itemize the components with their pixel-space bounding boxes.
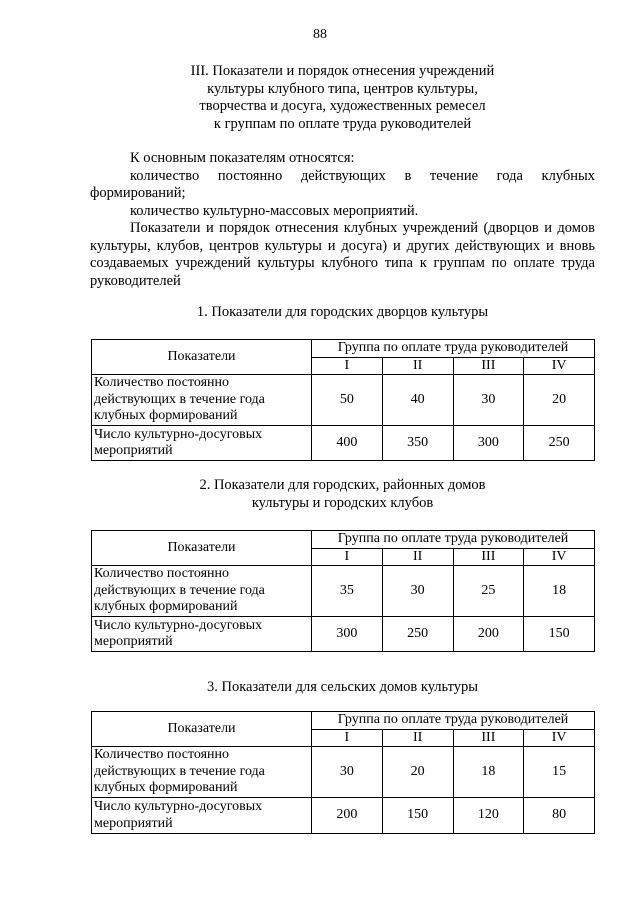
heading-line: III. Показатели и порядок отнесения учреждений <box>190 63 495 79</box>
group-label: II <box>382 357 453 375</box>
table-cell: 40 <box>382 375 453 426</box>
group-label: III <box>453 357 524 375</box>
group-label: IV <box>524 729 595 747</box>
group-label: I <box>312 357 383 375</box>
table-cell: 120 <box>453 798 524 834</box>
group-label: II <box>382 548 453 566</box>
table-cell: 250 <box>382 617 453 652</box>
group-label: IV <box>524 357 595 375</box>
heading-line: к группам по оплате труда руководителей <box>213 115 472 132</box>
table-cell: 200 <box>312 798 383 834</box>
group-label: I <box>312 548 383 566</box>
table-cell: 15 <box>524 747 595 798</box>
table-1 <box>91 339 595 461</box>
group-label: III <box>453 729 524 747</box>
row-label: Число культурно-досуговых мероприятий <box>92 798 312 834</box>
table-3 <box>91 711 595 834</box>
group-label: IV <box>524 548 595 566</box>
table-cell: 80 <box>524 798 595 834</box>
table-cell: 18 <box>524 566 595 617</box>
group-label: II <box>382 729 453 747</box>
group-header: Группа по оплате труда руководителей <box>312 531 595 549</box>
table-cell: 18 <box>453 747 524 798</box>
table-cell: 30 <box>312 747 383 798</box>
table-cell: 20 <box>524 375 595 426</box>
table-cell: 50 <box>312 375 383 426</box>
row-label: Количество постоянно действующих в течение года клубных формирований <box>92 566 312 617</box>
row-label: Число культурно-досуговых мероприятий <box>92 426 312 461</box>
table-title-line: 1. Показатели для городских дворцов культуры <box>196 304 489 320</box>
table-cell: 300 <box>453 426 524 461</box>
table-2 <box>91 530 595 652</box>
table-cell: 300 <box>312 617 383 652</box>
table-cell: 30 <box>382 566 453 617</box>
paragraph: Показатели и порядок отнесения клубных учреждений (дворцов и домов культуры, клубов, центров культуры и досуга) и других действующих и вновь создаваемых учреждений культуры клубного типа к группам по оплате труда руководителей <box>90 220 595 289</box>
row-label: Количество постоянно действующих в течение года клубных формирований <box>92 747 312 798</box>
group-label: III <box>453 548 524 566</box>
paragraph: количество постоянно действующих в течение года клубных формирований; <box>90 167 595 201</box>
table-3-title <box>90 679 595 697</box>
table-cell: 200 <box>453 617 524 652</box>
table-2-title <box>90 477 595 512</box>
row-label: Количество постоянно действующих в течение года клубных формирований <box>92 375 312 426</box>
table-title-line: 2. Показатели для городских, районных домов <box>199 477 486 493</box>
table-cell: 150 <box>382 798 453 834</box>
heading-line: культуры клубного типа, центров культуры, <box>207 80 478 97</box>
table-cell: 35 <box>312 566 383 617</box>
page-number: 88 <box>313 27 327 42</box>
paragraph: количество культурно-массовых мероприятий. <box>130 202 419 219</box>
group-header: Группа по оплате труда руководителей <box>312 712 595 730</box>
heading-line: творчества и досуга, художественных ремесел <box>199 98 486 114</box>
indicator-header: Показатели <box>92 712 312 747</box>
row-label: Число культурно-досуговых мероприятий <box>92 617 312 652</box>
indicator-header: Показатели <box>92 531 312 566</box>
paragraph: К основным показателям относятся: <box>130 150 355 166</box>
table-cell: 250 <box>524 426 595 461</box>
section-heading <box>90 63 595 133</box>
group-label: I <box>312 729 383 747</box>
indicator-header: Показатели <box>92 340 312 375</box>
table-cell: 30 <box>453 375 524 426</box>
body-text <box>90 150 595 290</box>
table-title-line: культуры и городских клубов <box>251 494 434 511</box>
table-1-title <box>90 304 595 322</box>
table-cell: 400 <box>312 426 383 461</box>
table-cell: 20 <box>382 747 453 798</box>
table-cell: 150 <box>524 617 595 652</box>
table-cell: 25 <box>453 566 524 617</box>
group-header: Группа по оплате труда руководителей <box>312 340 595 358</box>
table-cell: 350 <box>382 426 453 461</box>
table-title-line: 3. Показатели для сельских домов культуры <box>207 679 478 695</box>
